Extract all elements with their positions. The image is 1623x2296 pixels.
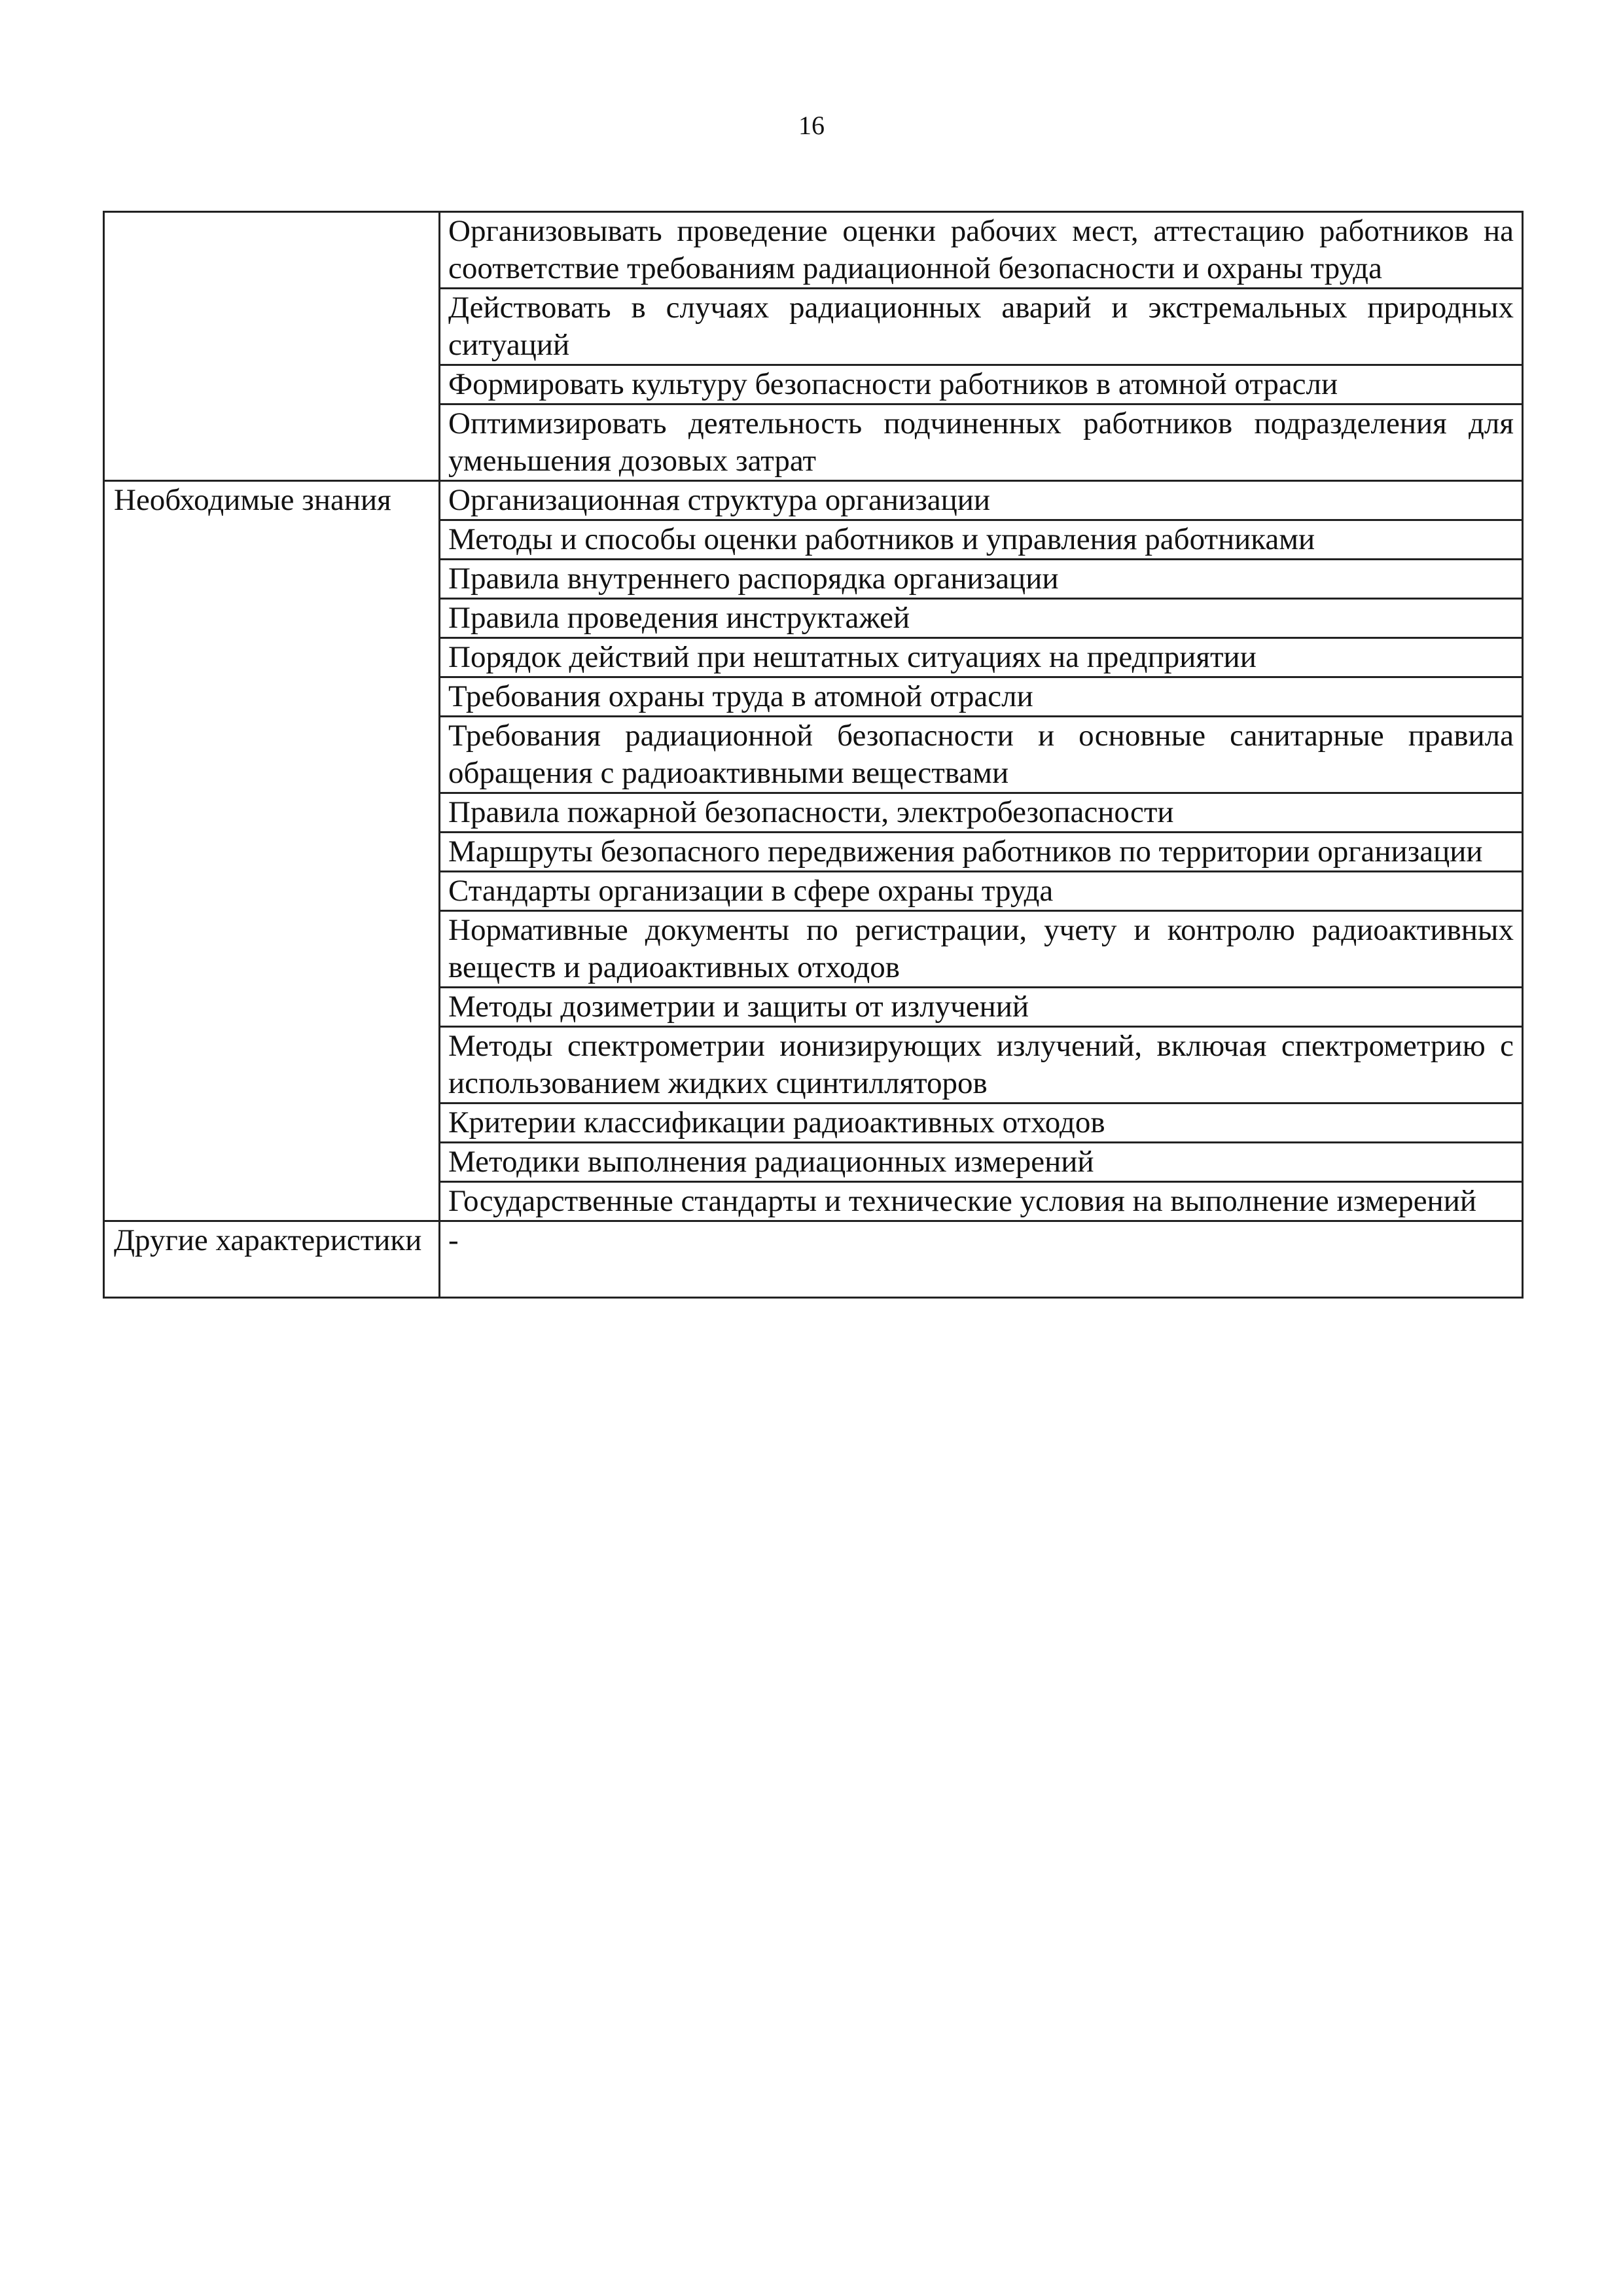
knowledge-item: Критерии классификации радиоактивных отходов bbox=[440, 1103, 1523, 1143]
knowledge-item: Требования радиационной безопасности и основные санитарные правила обращения с радиоактивными веществами bbox=[440, 717, 1523, 793]
qualification-table bbox=[103, 211, 1524, 1299]
skill-item: Формировать культуру безопасности работников в атомной отрасли bbox=[440, 365, 1523, 404]
knowledge-item: Государственные стандарты и технические условия на выполнение измерений bbox=[440, 1182, 1523, 1221]
skill-item: Действовать в случаях радиационных аварий и экстремальных природных ситуаций bbox=[440, 289, 1523, 365]
knowledge-item: Методы дозиметрии и защиты от излучений bbox=[440, 988, 1523, 1027]
knowledge-item: Порядок действий при нештатных ситуациях на предприятии bbox=[440, 638, 1523, 677]
knowledge-item: Правила проведения инструктажей bbox=[440, 599, 1523, 638]
knowledge-item: Требования охраны труда в атомной отрасли bbox=[440, 677, 1523, 717]
table-row bbox=[104, 481, 1523, 520]
other-value-cell: - bbox=[440, 1221, 1523, 1298]
knowledge-item: Организационная структура организации bbox=[440, 481, 1523, 520]
knowledge-item: Методики выполнения радиационных измерений bbox=[440, 1143, 1523, 1182]
other-label-cell: Другие характеристики bbox=[104, 1221, 440, 1298]
knowledge-item: Методы и способы оценки работников и управления работниками bbox=[440, 520, 1523, 560]
knowledge-item: Нормативные документы по регистрации, учету и контролю радиоактивных веществ и радиоактивных отходов bbox=[440, 911, 1523, 988]
knowledge-item: Методы спектрометрии ионизирующих излучений, включая спектрометрию с использованием жидких сцинтилляторов bbox=[440, 1027, 1523, 1103]
table-row bbox=[104, 1221, 1523, 1298]
knowledge-item: Правила внутреннего распорядка организации bbox=[440, 560, 1523, 599]
table-row bbox=[104, 212, 1523, 289]
knowledge-item: Правила пожарной безопасности, электробезопасности bbox=[440, 793, 1523, 833]
skills-label-cell bbox=[104, 212, 440, 481]
knowledge-label-cell: Необходимые знания bbox=[104, 481, 440, 1221]
knowledge-item: Маршруты безопасного передвижения работников по территории организации bbox=[440, 833, 1523, 872]
knowledge-item: Стандарты организации в сфере охраны труда bbox=[440, 872, 1523, 911]
skill-item: Организовывать проведение оценки рабочих мест, аттестацию работников на соответствие требованиям радиационной безопасности и охраны труда bbox=[440, 212, 1523, 289]
skill-item: Оптимизировать деятельность подчиненных работников подразделения для уменьшения дозовых затрат bbox=[440, 404, 1523, 481]
page-number: 16 bbox=[798, 111, 825, 140]
